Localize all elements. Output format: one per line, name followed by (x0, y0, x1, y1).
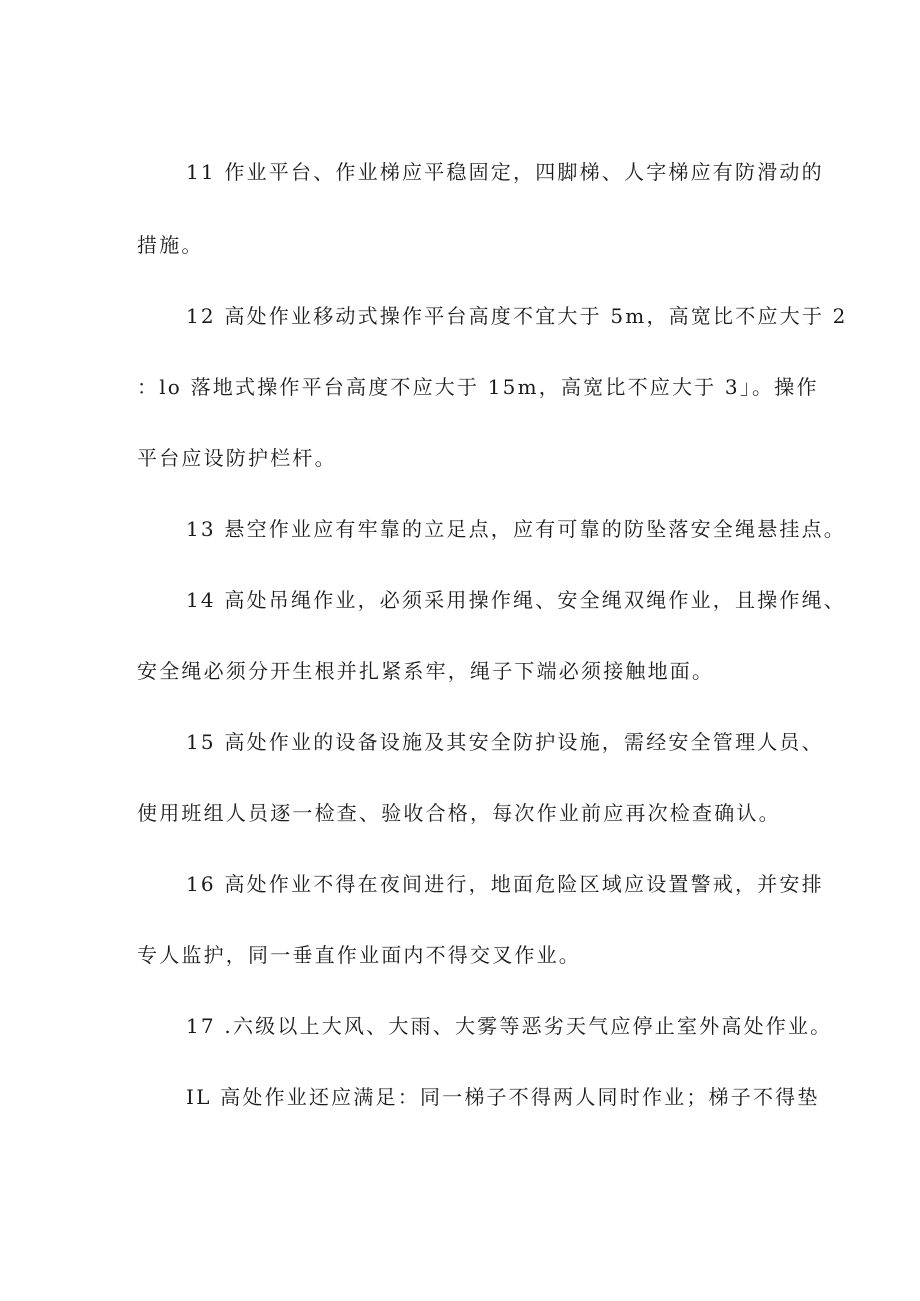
paragraph-12-line-1: 12 高处作业移动式操作平台高度不宜大于 5m，高宽比不应大于 2 (186, 304, 848, 328)
paragraph-14-line-1: 14 高处吊绳作业，必须采用操作绳、安全绳双绳作业，且操作绳、 (186, 588, 847, 612)
paragraph-16-line-1: 16 高处作业不得在夜间进行，地面危险区域应设置警戒，并安排 (186, 872, 824, 896)
paragraph-16-line-2: 专人监护，同一垂直作业面内不得交叉作业。 (137, 943, 581, 967)
paragraph-17-line-1: 17 .六级以上大风、大雨、大雾等恶劣天气应停止室外高处作业。 (186, 1014, 833, 1038)
paragraph-12-line-2: ：lo 落地式操作平台高度不应大于 15m，高宽比不应大于 3」。操作 (137, 375, 819, 399)
paragraph-15-line-2: 使用班组人员逐一检查、验收合格，每次作业前应再次检查确认。 (137, 801, 781, 825)
paragraph-il-line-1: IL 高处作业还应满足：同一梯子不得两人同时作业；梯子不得垫 (186, 1085, 820, 1109)
paragraph-13-line-1: 13 悬空作业应有牢靠的立足点，应有可靠的防坠落安全绳悬挂点。 (186, 517, 847, 541)
paragraph-11-line-1: 11 作业平台、作业梯应平稳固定，四脚梯、人字梯应有防滑动的 (186, 160, 824, 184)
paragraph-11-line-2: 措施。 (137, 233, 204, 257)
paragraph-15-line-1: 15 高处作业的设备设施及其安全防护设施，需经安全管理人员、 (186, 730, 824, 754)
paragraph-12-line-3: 平台应设防护栏杆。 (137, 446, 337, 470)
paragraph-14-line-2: 安全绳必须分开生根并扎紧系牢，绳子下端必须接触地面。 (137, 659, 715, 683)
